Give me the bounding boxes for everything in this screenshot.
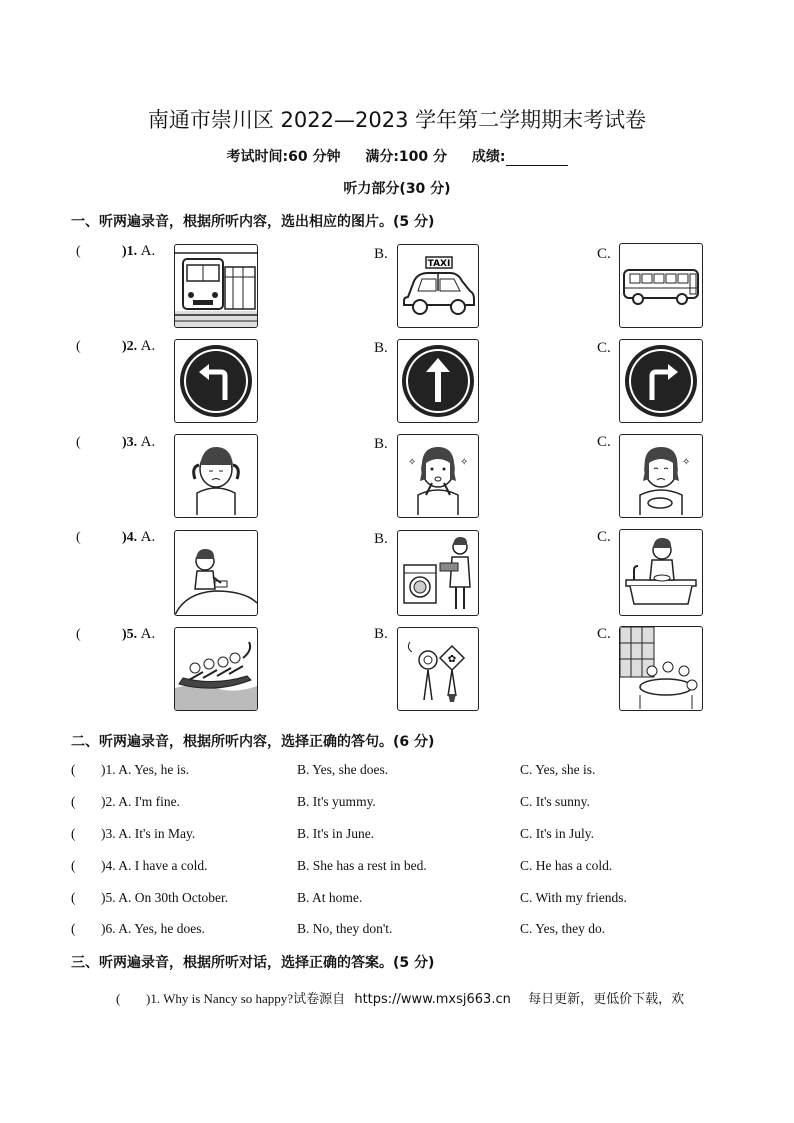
dragon-boat-race-icon[interactable] (174, 627, 258, 711)
s1-q5: ( )5. A. (76, 626, 156, 642)
s2-q3: ( )3. A. It's in May. (71, 826, 196, 841)
stomachache-girl-icon[interactable] (619, 434, 703, 518)
s1-q4-c-label: C. (597, 529, 611, 545)
s2-q6-c: C. Yes, they do. (520, 921, 606, 936)
svg-text:✧: ✧ (460, 457, 469, 468)
s2-q2: ( )2. A. I'm fine. (71, 794, 180, 809)
train-icon[interactable] (174, 244, 258, 328)
svg-text:✿: ✿ (447, 654, 457, 665)
chinese-knot-icon[interactable] (397, 627, 479, 711)
bus-icon[interactable] (619, 243, 703, 328)
woman-washing-clothes-icon[interactable] (397, 530, 479, 616)
s2-q4: ( )4. A. I have a cold. (71, 858, 208, 873)
s1-q2: ( )2. A. (76, 338, 156, 354)
exam-time: 考试时间:60 分钟 (226, 149, 341, 165)
headache-girl-icon[interactable] (174, 434, 258, 518)
s1-q3-c-label: C. (597, 434, 611, 450)
exam-full-score: 满分:100 分 (365, 149, 448, 165)
taxi-icon[interactable] (397, 244, 479, 328)
s1-q4-b-label: B. (374, 531, 388, 547)
family-dinner-icon[interactable] (619, 626, 703, 711)
s1-q2-c-label: C. (597, 340, 611, 356)
section3-heading: 三、听两遍录音，根据所听对话，选择正确的答案。(5 分) (71, 955, 435, 971)
girl-washing-dishes-icon[interactable] (619, 529, 703, 616)
s1-q1-c-label: C. (597, 246, 611, 262)
toothache-girl-icon[interactable] (397, 434, 479, 518)
s1-q3: ( )3. A. (76, 434, 156, 450)
section1-heading: 一、听两遍录音，根据所听内容，选出相应的图片。(5 分) (71, 214, 435, 230)
s1-q1-b-label: B. (374, 246, 388, 262)
exam-result: 成绩: (472, 149, 568, 165)
girl-cleaning-table-icon[interactable] (174, 530, 258, 616)
svg-text:✧: ✧ (408, 457, 417, 468)
s2-q5: ( )5. A. On 30th October. (71, 890, 229, 905)
s3-q1-text: )1. Why is Nancy so happy?试卷源自 (146, 991, 346, 1006)
s1-q1: ( )1. A. (76, 243, 156, 259)
s2-q3-b: B. It's in June. (297, 826, 375, 841)
section2-heading: 二、听两遍录音，根据所听内容，选择正确的答句。(6 分) (71, 734, 435, 750)
s2-q2-c: C. It's sunny. (520, 794, 590, 809)
s2-q1-c: C. Yes, she is. (520, 762, 596, 777)
s1-q3-b-label: B. (374, 436, 388, 452)
source-link[interactable]: https://www.mxsj663.cn (354, 992, 511, 1007)
s2-q1: ( )1. A. Yes, he is. (71, 762, 190, 777)
s2-q5-c: C. With my friends. (520, 890, 627, 905)
s1-q5-b-label: B. (374, 626, 388, 642)
s2-q4-c: C. He has a cold. (520, 858, 613, 873)
listening-part-title: 听力部分(30 分) (343, 181, 451, 197)
svg-text:TAXI: TAXI (427, 259, 451, 269)
s1-q4: ( )4. A. (76, 529, 156, 545)
s1-q5-c-label: C. (597, 626, 611, 642)
s2-q1-b: B. Yes, she does. (297, 762, 389, 777)
svg-text:✧: ✧ (682, 457, 691, 468)
source-note: 每日更新，更低价下载，欢 (528, 992, 685, 1007)
turn-right-sign-icon[interactable] (619, 339, 703, 423)
s1-q2-b-label: B. (374, 340, 388, 356)
s2-q6: ( )6. A. Yes, he does. (71, 921, 205, 936)
page-title: 南通市崇川区 2022—2023 学年第二学期期末考试卷 (147, 108, 647, 132)
turn-left-sign-icon[interactable] (174, 339, 258, 423)
s2-q5-b: B. At home. (297, 890, 363, 905)
s2-q3-c: C. It's in July. (520, 826, 594, 841)
s2-q2-b: B. It's yummy. (297, 794, 376, 809)
result-blank[interactable] (506, 151, 568, 166)
s2-q6-b: B. No, they don't. (297, 921, 393, 936)
s3-q1: ( )1. Why is Nancy so happy?试卷源自 https://www.mxsj663.cn 每日更新，更低价下载，欢 (116, 991, 685, 1007)
s2-q4-b: B. She has a rest in bed. (297, 858, 427, 873)
exam-info (0, 146, 794, 166)
go-straight-sign-icon[interactable] (397, 339, 479, 423)
